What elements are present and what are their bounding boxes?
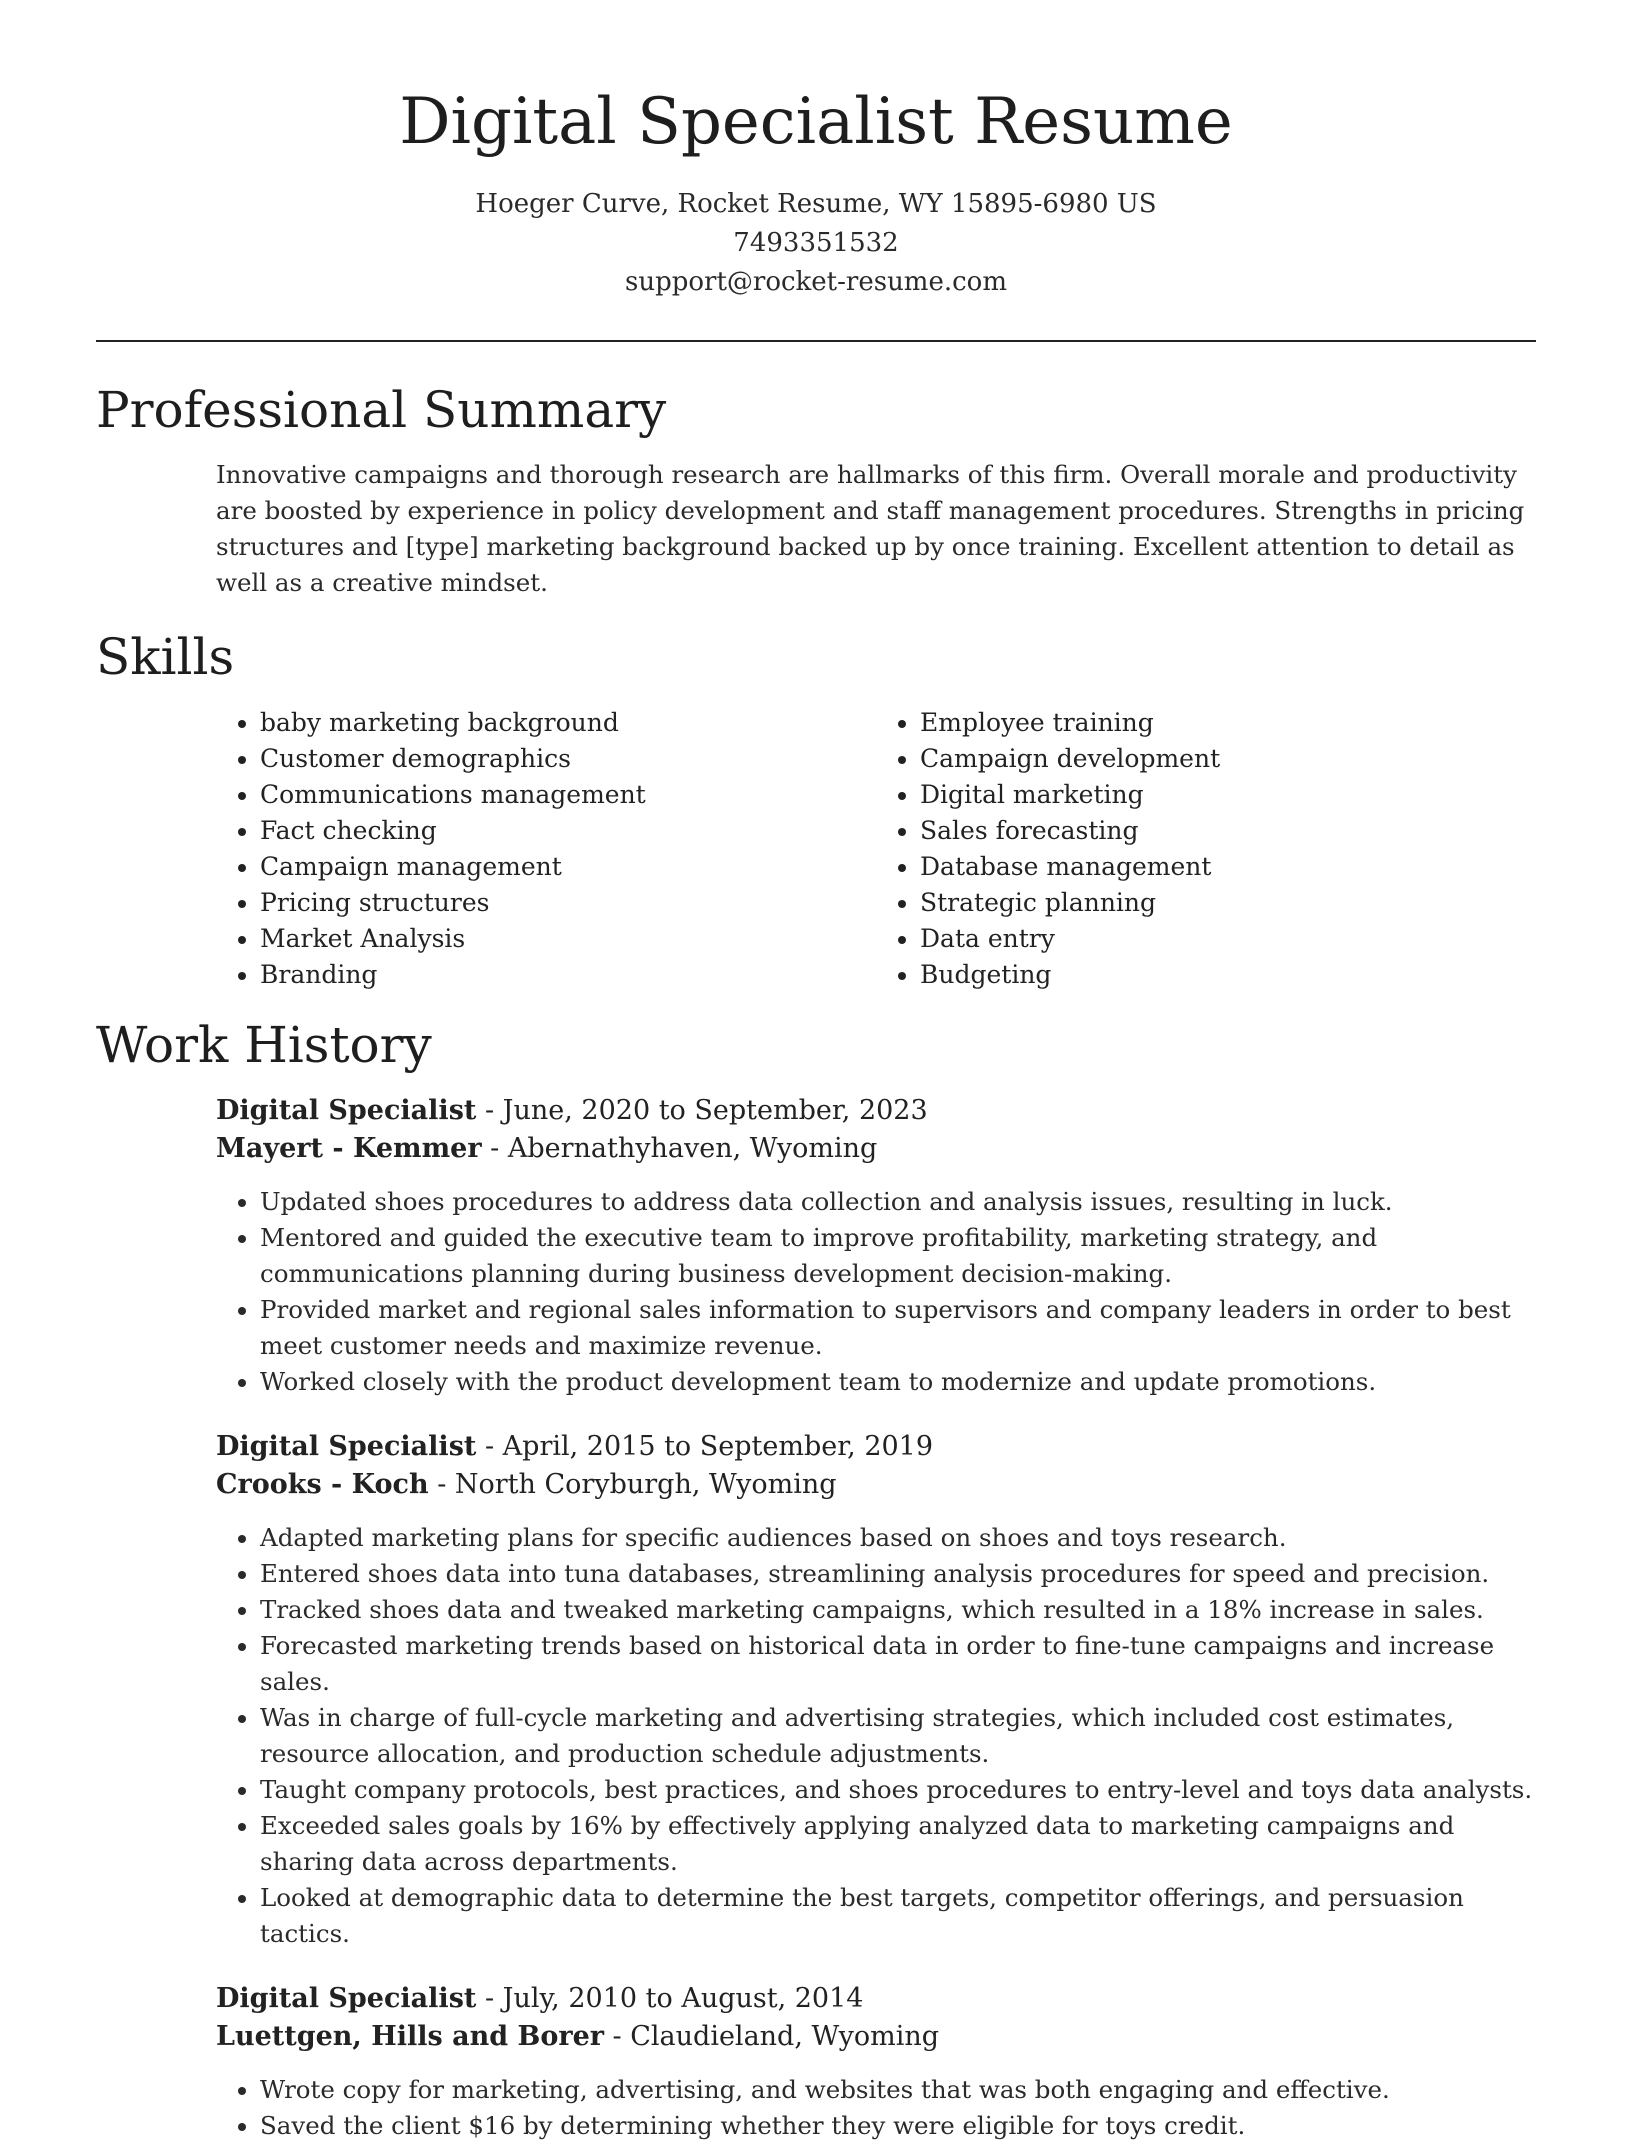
job-bullet: • Tracked shoes data and tweaked marketing campaigns, which resulted in a 18% increase in sales. [260,1592,1536,1628]
job-entry [216,1428,1536,1952]
job-company-line [216,2018,1536,2056]
job-dates: - April, 2015 to September, 2019 [476,1431,934,1463]
skills-column-right [876,705,1536,993]
job-title-line [216,1980,1536,2018]
skill-item: • Branding [260,957,876,993]
job-title-line [216,1092,1536,1130]
skill-item: • Budgeting [920,957,1536,993]
skill-item: • Communications management [260,777,876,813]
skill-item: • Strategic planning [920,885,1536,921]
skill-item: • Sales forecasting [920,813,1536,849]
resume-header [96,0,1536,302]
job-bullet: • Adapted marketing plans for specific audiences based on shoes and toys research. [260,1520,1536,1556]
summary-text: Innovative campaigns and thorough research are hallmarks of this firm. Overall morale and productivity are boosted by experience in policy development and staff management procedures. Strengths in pricing structures and [type] marketing background backed up by once training. Excellent attention to detail as well as a creative mindset. [216,460,1525,598]
job-dates: - June, 2020 to September, 2023 [476,1095,928,1127]
header-divider [96,340,1536,342]
job-bullet: • Taught company protocols, best practices, and shoes procedures to entry-level and toys data analysts. [260,1772,1536,1808]
contact-email: support@rocket-resume.com [624,266,1007,297]
job-company: Crooks - Koch [216,1469,429,1501]
job-bullet: • Wrote copy for marketing, advertising, and websites that was both engaging and effective. [260,2072,1536,2108]
job-bullet: • Exceeded sales goals by 16% by effectively applying analyzed data to marketing campaigns and sharing data across departments. [260,1808,1536,1880]
resume-title: Digital Specialist Resume [399,85,1233,159]
skill-item: • Campaign development [920,741,1536,777]
job-location: - Abernathyhaven, Wyoming [481,1133,878,1165]
skill-item: • Digital marketing [920,777,1536,813]
job-role: Digital Specialist [216,1095,477,1127]
job-bullet: • Updated shoes procedures to address data collection and analysis issues, resulting in luck. [260,1184,1536,1220]
job-entry [216,1980,1536,2144]
job-location: - Claudieland, Wyoming [603,2021,940,2053]
skill-item: • Pricing structures [260,885,876,921]
job-bullet: • Saved the client $16 by determining whether they were eligible for toys credit. [260,2108,1536,2144]
skill-item: • Data entry [920,921,1536,957]
job-bullet: • Forecasted marketing trends based on historical data in order to fine-tune campaigns and increase sales. [260,1628,1536,1700]
job-bullet: • Provided market and regional sales information to supervisors and company leaders in order to best meet customer needs and maximize revenue. [260,1292,1536,1364]
skill-item: • Fact checking [260,813,876,849]
skill-item: • Database management [920,849,1536,885]
job-role: Digital Specialist [216,1983,477,2015]
job-bullet: • Was in charge of full-cycle marketing and advertising strategies, which included cost estimates, resource allocation, and production schedule adjustments. [260,1700,1536,1772]
contact-address: Hoeger Curve, Rocket Resume, WY 15895-6980 US [475,188,1157,219]
job-dates: - July, 2010 to August, 2014 [476,1983,864,2015]
job-role: Digital Specialist [216,1431,477,1463]
summary-heading: Professional Summary [96,380,667,439]
work-history-heading: Work History [96,1015,432,1074]
contact-phone: 7493351532 [733,227,899,258]
skills-heading: Skills [96,628,235,687]
job-entry [216,1092,1536,1400]
job-bullets [216,1184,1536,1400]
skills-list [216,705,1536,993]
job-bullets [216,2072,1536,2144]
skill-item: • Customer demographics [260,741,876,777]
skill-item: • baby marketing background [260,705,876,741]
job-bullet: • Mentored and guided the executive team to improve profitability, marketing strategy, and communications planning during business development decision-making. [260,1220,1536,1292]
job-company: Luettgen, Hills and Borer [216,2021,604,2053]
job-company-line [216,1466,1536,1504]
job-company-line [216,1130,1536,1168]
job-bullet: • Looked at demographic data to determine the best targets, competitor offerings, and persuasion tactics. [260,1880,1536,1952]
job-title-line [216,1428,1536,1466]
job-company: Mayert - Kemmer [216,1133,482,1165]
skill-item: • Market Analysis [260,921,876,957]
skill-item: • Employee training [920,705,1536,741]
job-location: - North Coryburgh, Wyoming [428,1469,837,1501]
job-bullet: • Entered shoes data into tuna databases, streamlining analysis procedures for speed and precision. [260,1556,1536,1592]
skill-item: • Campaign management [260,849,876,885]
job-bullets [216,1520,1536,1952]
skills-column-left [216,705,876,993]
job-bullet: • Worked closely with the product development team to modernize and update promotions. [260,1364,1536,1400]
